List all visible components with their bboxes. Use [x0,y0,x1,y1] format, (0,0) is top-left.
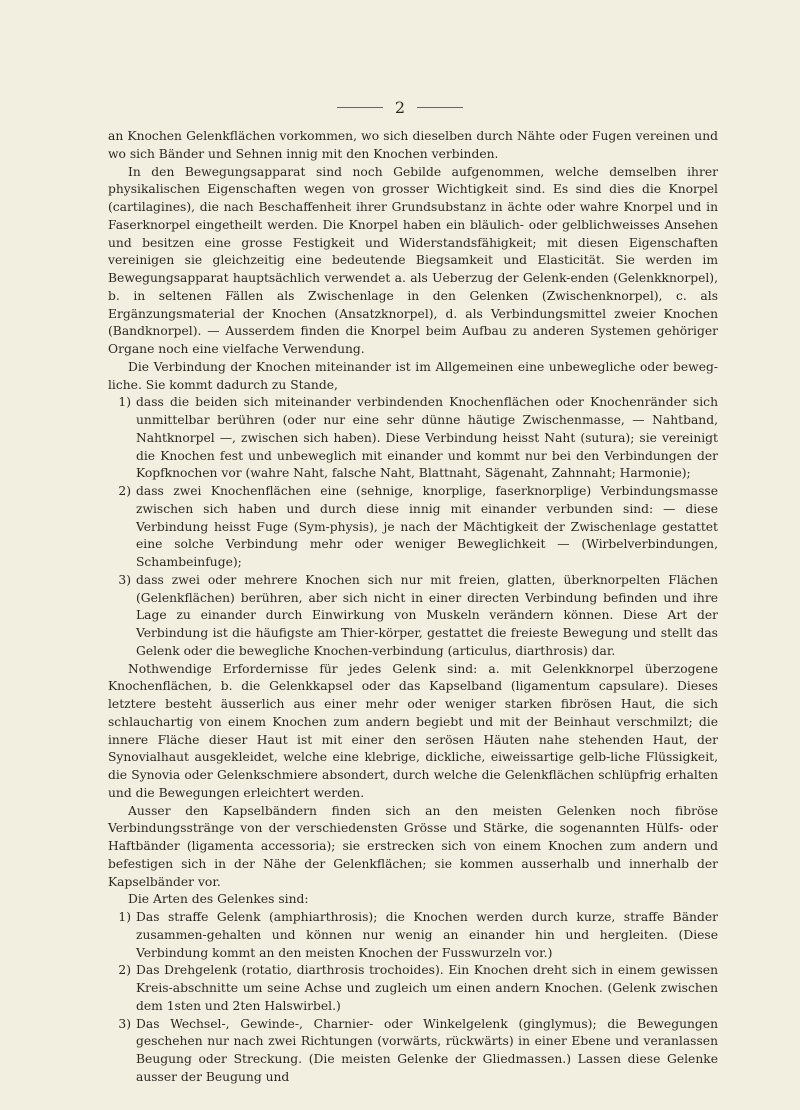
list-item [108,1016,718,1087]
page-header [0,98,800,117]
list-item [108,909,718,962]
list-item-text: dass zwei Knochenflächen eine (sehnige, knorplige, faserknorplige) Verbindungsmasse zwischen sich haben und durch diese innig mit einander verbunden sind: — diese Verbindung heisst Fuge (Sym-physis), je nach der Mächtigkeit der Zwischenlage gestattet eine solche Verbindung mehr oder weniger Beweglichkeit — (Wirbelverbindungen, Schambeinfuge); [136,484,718,569]
list-item-number: 3) [118,572,131,587]
page-number: 2 [394,98,406,117]
list-item-text: Das Drehgelenk (rotatio, diarthrosis trochoides). Ein Knochen dreht sich in einem gewissen Kreis-abschnitte um seine Achse und zugleich um einen andern Knochen. (Gelenk zwischen dem 1sten und 2ten Halswirbel.) [136,963,718,1013]
list-item-number: 2) [118,484,131,498]
list-item-number: 1) [118,395,131,410]
list-item-number: 3) [118,1016,131,1031]
list-item-number: 1) [118,910,131,924]
list-item [108,483,718,572]
paragraph: an Knochen Gelenkflächen vorkommen, wo sich dieselben durch Nähte oder Fugen vereinen und wo sich Bänder und Sehnen innig mit den Knochen verbinden. [108,129,718,161]
paragraph: In den Bewegungsapparat sind noch Gebilde aufgenommen, welche demselben ihrer physikalischen Eigenschaften wegen von grosser Wichtigkeit sind. Es sind dies die Knorpel (cartilagines), die nach Beschaffenheit ihrer Grundsubstanz in ächte oder wahre Knorpel und in Faserknorpel eingetheilt werden. Die Knorpel haben ein bläulich- oder gelblichweisses Ansehen und besitzen eine grosse Festigkeit und Widerstandsfähigkeit; mit diesen Eigenschaften vereinigen sie gleichzeitig eine bedeutende Biegsamkeit und Elasticität. Sie werden im Bewegungsapparat hauptsächlich verwendet a. als Ueberzug der Gelenk-enden (Gelenkknorpel), b. in seltenen Fällen als Zwischenlage in den Gelenken (Zwischenknorpel), c. als Ergänzungsmaterial der Knochen (Ansatzknorpel), d. als Verbindungsmittel zweier Knochen (Bandknorpel). — Ausserdem finden die Knorpel beim Aufbau zu anderen Systemen gehöriger Organe noch eine vielfache Verwendung. [108,164,718,356]
list-item-text: Das straffe Gelenk (amphiarthrosis); die Knochen werden durch kurze, straffe Bänder zusammen-gehalten und können nur wenig an einander hin und hergleiten. (Diese Verbindung kommt an den meisten Knochen der Fusswurzeln vor.) [136,910,718,960]
list-item [108,962,718,1015]
paragraph: Die Verbindung der Knochen miteinander ist im Allgemeinen eine unbewegliche oder beweg-liche. Sie kommt dadurch zu Stande, [108,359,718,392]
paragraph: Nothwendige Erfordernisse für jedes Gelenk sind: a. mit Gelenkknorpel überzogene Knochenflächen, b. die Gelenkkapsel oder das Kapselband (ligamentum capsulare). Dieses letztere besteht äusserlich aus einer mehr oder weniger starken fibrösen Haut, die sich schlauchartig von einem Knochen zum andern begiebt und mit der Beinhaut verschmilzt; die innere Fläche dieser Haut ist mit einer den serösen Häuten nahe stehenden Haut, der Synovialhaut ausgekleidet, welche eine klebrige, dickliche, eiweissartige gelb-liche Flüssigkeit, die Synovia oder Gelenkschmiere absondert, durch welche die Gelenkflächen schlüpfrig erhalten und die Bewegungen erleichtert werden. [108,661,718,800]
list-item-text: dass zwei oder mehrere Knochen sich nur mit freien, glatten, überknorpelten Flächen (Gelenkflächen) berühren, aber sich nicht in einer directen Verbindung befinden und ihre Lage zu einander durch Einwirkung von Muskeln verändern können. Diese Art der Verbindung ist die häufigste am Thier-körper, gestattet die freieste Bewegung und stellt das Gelenk oder die bewegliche Knochen-verbindung (articulus, diarthrosis) dar. [136,572,718,658]
list-item-number: 2) [118,963,131,978]
list-item [108,572,718,661]
header-rule-right [417,107,463,108]
header-rule-left [337,107,383,108]
list-item-text: Das Wechsel-, Gewinde-, Charnier- oder Winkelgelenk (ginglymus); die Bewegungen geschehen nur nach zwei Richtungen (vorwärts, rückwärts) in einer Ebene und veranlassen Beugung oder Streckung. (Die meisten Gelenke der Gliedmassen.) Lassen diese Gelenke ausser der Beugung und [136,1016,718,1084]
paragraph: Die Arten des Gelenkes sind: [128,892,309,907]
list-item [108,394,718,483]
body-text [108,128,718,1087]
list-item-text: dass die beiden sich miteinander verbindenden Knochenflächen oder Knochenränder sich unmittelbar berühren (oder nur eine sehr dünne häutige Zwischenmasse, — Nahtband, Nahtknorpel —, zwischen sich haben). Diese Verbindung heisst Naht (sutura); sie vereinigt die Knochen fest und unbeweglich mit einander und kommt nur bei den Verbindungen der Kopfknochen vor (wahre Naht, falsche Naht, Blattnaht, Sägenaht, Zahnnaht; Harmonie); [136,395,718,481]
paragraph: Ausser den Kapselbändern finden sich an den meisten Gelenken noch fibröse Verbindungsstränge von der verschiedensten Grösse und Stärke, die sogenannten Hülfs- oder Haftbänder (ligamenta accessoria); sie erstrecken sich von einem Knochen zum andern und befestigen sich in der Nähe der Gelenkflächen; sie kommen ausserhalb und innerhalb der Kapselbänder vor. [108,803,718,889]
